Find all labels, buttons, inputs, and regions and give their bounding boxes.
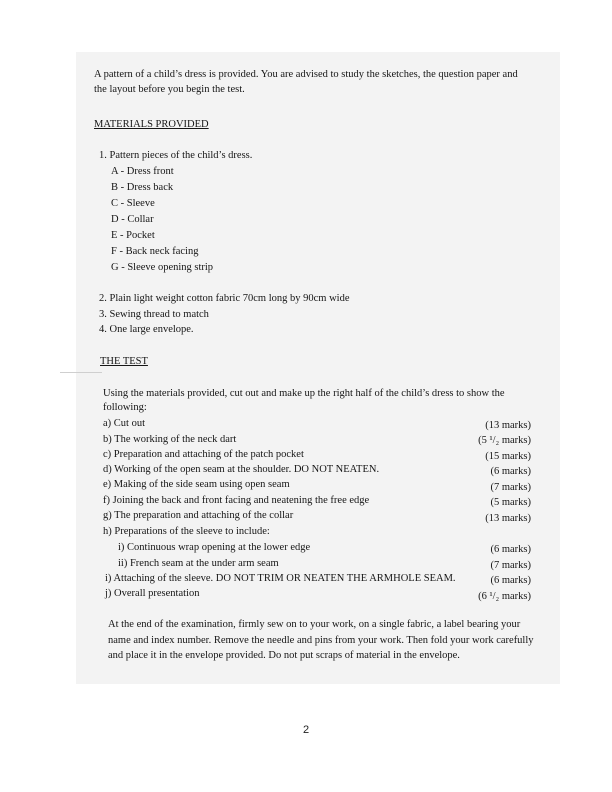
intro-line-1: A pattern of a child’s dress is provided. You are advised to study the sketches, the question paper and [94, 69, 518, 80]
task-b: b) The working of the neck dart [103, 434, 237, 445]
closing-line-2: name and index number. Remove the needle and pins from your work. Then fold your work carefully [108, 635, 534, 646]
task-b-marks: (5 ¹/₂ marks) [478, 435, 531, 446]
pattern-piece-c: C - Sleeve [111, 198, 155, 209]
test-heading: THE TEST [100, 356, 148, 367]
closing-line-1: At the end of the examination, firmly sew on to your work, on a single fabric, a label bearing your [108, 619, 521, 630]
page-number: 2 [302, 724, 310, 736]
task-g: g) The preparation and attaching of the collar [103, 510, 294, 521]
materials-heading: MATERIALS PROVIDED [94, 119, 209, 130]
pattern-piece-d: D - Collar [111, 214, 154, 225]
materials-item-1: 1. Pattern pieces of the child’s dress. [99, 150, 253, 161]
task-h-i-marks: (6 marks) [490, 544, 531, 555]
materials-item-2: 2. Plain light weight cotton fabric 70cm long by 90cm wide [99, 293, 350, 304]
closing-line-3: and place it in the envelope provided. Do not put scraps of material in the envelope. [108, 650, 460, 661]
task-i: i) Attaching of the sleeve. DO NOT TRIM OR NEATEN THE ARMHOLE SEAM. [105, 573, 456, 584]
pattern-piece-e: E - Pocket [111, 230, 155, 241]
task-j: j) Overall presentation [105, 588, 200, 599]
task-c-marks: (15 marks) [485, 451, 531, 462]
intro-line-2: the layout before you begin the test. [94, 84, 245, 95]
task-f-marks: (5 marks) [490, 497, 531, 508]
task-c: c) Preparation and attaching of the patch pocket [103, 449, 304, 460]
materials-item-3: 3. Sewing thread to match [99, 309, 209, 320]
test-intro-line-2: following: [103, 402, 147, 413]
pattern-piece-b: B - Dress back [111, 182, 174, 193]
task-g-marks: (13 marks) [485, 513, 531, 524]
task-i-marks: (6 marks) [490, 575, 531, 586]
task-h-i: i) Continuous wrap opening at the lower edge [118, 542, 311, 553]
pattern-piece-g: G - Sleeve opening strip [111, 262, 214, 273]
task-e: e) Making of the side seam using open seam [103, 479, 290, 490]
task-e-marks: (7 marks) [490, 482, 531, 493]
task-f: f) Joining the back and front facing and neatening the free edge [103, 495, 370, 506]
pattern-piece-a: A - Dress front [111, 166, 174, 177]
task-a: a) Cut out [103, 418, 145, 429]
pattern-piece-f: F - Back neck facing [111, 246, 199, 257]
task-a-marks: (13 marks) [485, 420, 531, 431]
test-intro-line-1: Using the materials provided, cut out and make up the right half of the child’s dress to show the [103, 388, 505, 399]
task-h-ii-marks: (7 marks) [490, 560, 531, 571]
task-h: h) Preparations of the sleeve to include: [103, 526, 270, 537]
task-h-ii: ii) French seam at the under arm seam [118, 558, 279, 569]
task-d-marks: (6 marks) [490, 466, 531, 477]
task-j-marks: (6 ¹/₂ marks) [478, 591, 531, 602]
materials-item-4: 4. One large envelope. [99, 324, 194, 335]
scan-mark [60, 372, 102, 373]
task-d: d) Working of the open seam at the shoulder. DO NOT NEATEN. [103, 464, 380, 475]
